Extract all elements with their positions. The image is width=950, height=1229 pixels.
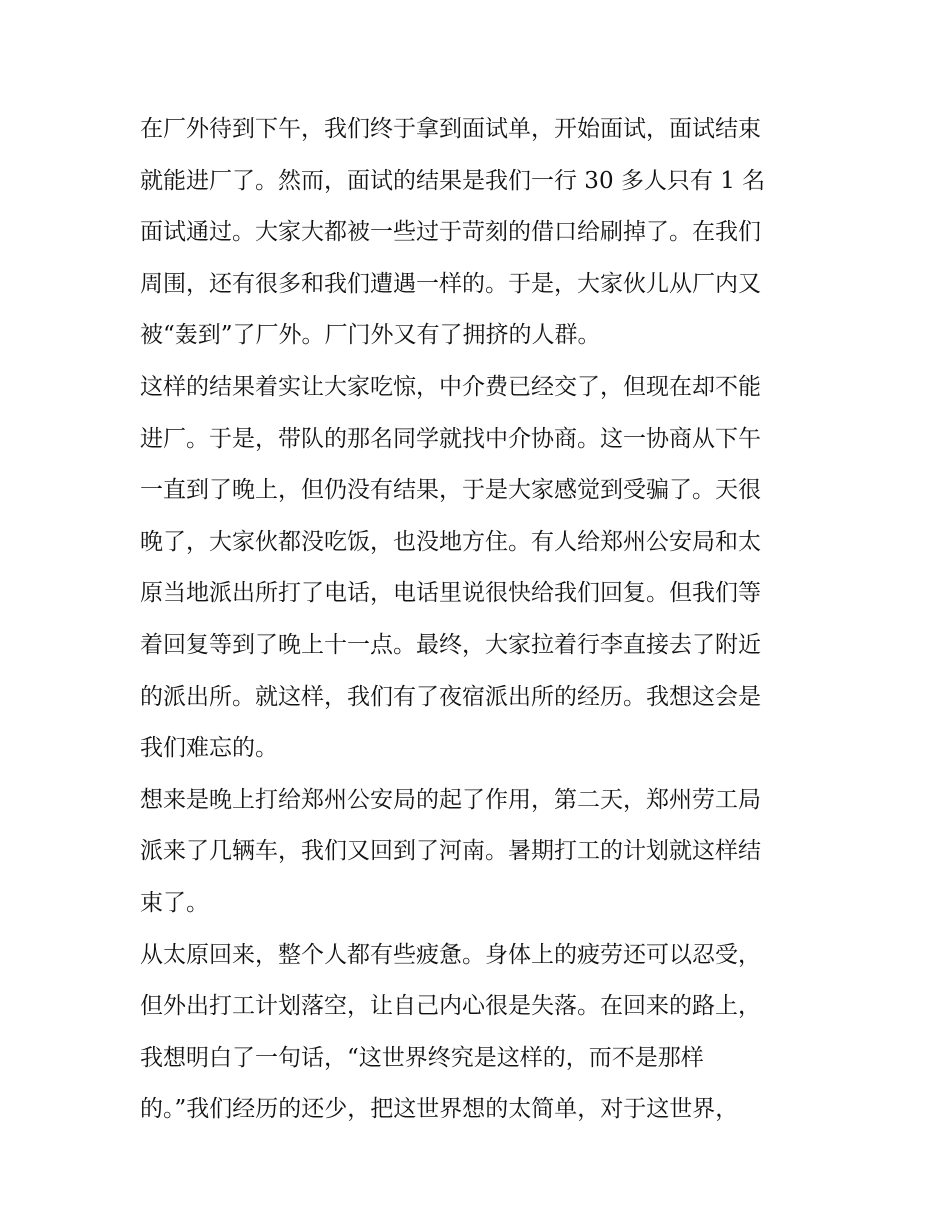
- text-line: 着回复等到了晚上十一点。最终，大家拉着行李直接去了附近: [140, 631, 761, 658]
- text-line: 原当地派出所打了电话，电话里说很快给我们回复。但我们等: [140, 580, 761, 607]
- text-line: 想来是晚上打给郑州公安局的起了作用，第二天，郑州劳工局: [140, 786, 761, 813]
- text-line: 晚了，大家伙都没吃饭，也没地方住。有人给郑州公安局和太: [140, 528, 761, 555]
- text-line: 派来了几辆车，我们又回到了河南。暑期打工的计划就这样结: [140, 838, 761, 865]
- text-line: 就能进厂了。然而，面试的结果是我们一行 30 多人只有 1 名: [140, 167, 766, 194]
- text-line: 在厂外待到下午，我们终于拿到面试单，开始面试，面试结束: [140, 116, 761, 142]
- text-line: 面试通过。大家大都被一些过于苛刻的借口给刷掉了。在我们: [140, 219, 761, 246]
- document-body: [140, 104, 820, 1136]
- text-line: 我们难忘的。: [140, 735, 278, 762]
- text-line: 一直到了晚上，但仍没有结果，于是大家感觉到受骗了。天很: [140, 477, 761, 504]
- text-line: 束了。: [140, 889, 209, 916]
- text-line: 这样的结果着实让大家吃惊，中介费已经交了，但现在却不能: [140, 373, 761, 400]
- text-line: 我想明白了一句话，“这世界终究是这样的，而不是那样: [140, 1044, 704, 1071]
- text-line: 被“轰到”了厂外。厂门外又有了拥挤的人群。: [140, 322, 601, 349]
- text-line: 的。”我们经历的还少，把这世界想的太简单，对于这世界，: [140, 1096, 739, 1123]
- text-line: 的派出所。就这样，我们有了夜宿派出所的经历。我想这会是: [140, 683, 761, 710]
- text-line: 但外出打工计划落空，让自己内心很是失落。在回来的路上，: [140, 993, 761, 1020]
- text-line: 从太原回来，整个人都有些疲惫。身体上的疲劳还可以忍受，: [140, 941, 761, 968]
- text-line: 进厂。于是，带队的那名同学就找中介协商。这一协商从下午: [140, 425, 761, 452]
- text-line: 周围，还有很多和我们遭遇一样的。于是，大家伙儿从厂内又: [140, 270, 761, 297]
